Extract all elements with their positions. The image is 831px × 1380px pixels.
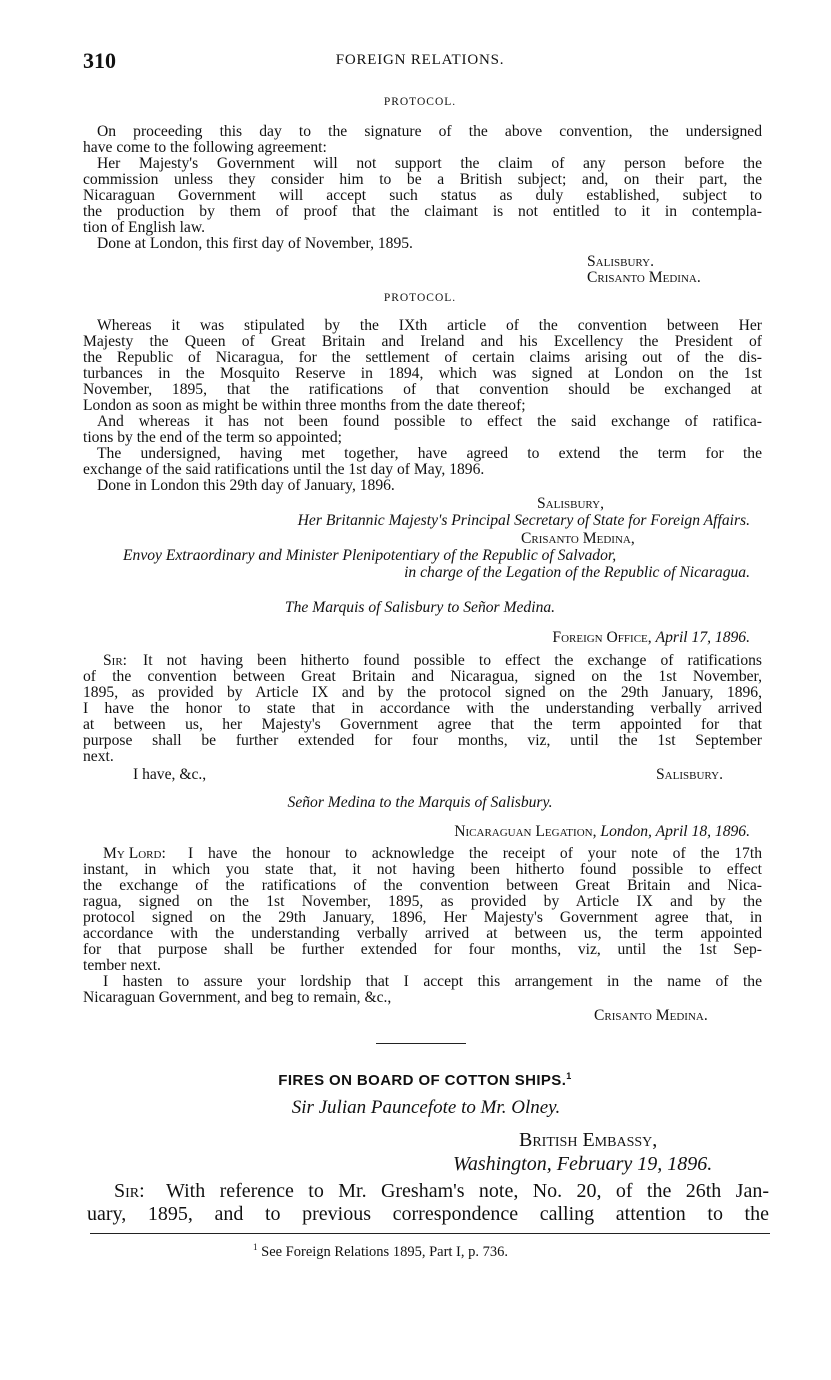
paragraph-line: next.: [83, 748, 114, 765]
paragraph-line: And whereas it has not been found possible to effect the said exchange of ratifica-: [97, 413, 762, 430]
paragraph-line: commission unless they consider him to be a British subject; and, on their part, the: [83, 171, 762, 188]
salutation: Sir:: [114, 1180, 145, 1202]
paragraph-line: The undersigned, having met together, have agreed to extend the term for the: [97, 445, 762, 462]
paragraph-line: 1895, as provided by Article IX and by the protocol signed on the 29th January, 1896,: [83, 684, 762, 701]
salutation: Sir:: [103, 652, 128, 669]
paragraph-line: purpose shall be further extended for four months, viz, until the 1st September: [83, 732, 762, 749]
signature: Salisbury.: [656, 766, 723, 783]
signatory-title: Envoy Extraordinary and Minister Plenipotentiary of the Republic of Salvador,: [123, 547, 617, 564]
letter-place: British Embassy,: [519, 1129, 658, 1151]
paragraph-line: have come to the following agreement:: [83, 139, 327, 156]
page-number: 310: [83, 48, 116, 73]
paragraph-line: turbances in the Mosquito Reserve in 1894, which was signed at London on the 1st: [83, 365, 762, 382]
closing: I have, &c.,: [133, 766, 207, 783]
protocol-label: PROTOCOL.: [383, 96, 457, 108]
paragraph-line: the production by them of proof that the claimant is not entitled to it in contempla-: [83, 203, 762, 220]
section-divider: [376, 1043, 466, 1044]
letter-date: April 17, 1896.: [655, 629, 750, 646]
signatory-title: in charge of the Legation of the Republic of Nicaragua.: [404, 564, 750, 581]
letter-place: Foreign Office,: [552, 629, 652, 646]
letter-place: Nicaraguan Legation,: [454, 823, 597, 840]
paragraph-line: Done at London, this first day of November, 1895.: [97, 235, 413, 252]
paragraph-line: I hasten to assure your lordship that I accept this arrangement in the name of the: [103, 973, 762, 990]
letter-dateline: [300, 824, 750, 840]
paragraph-line: tion of English law.: [83, 219, 205, 236]
paragraph-line: the exchange of the ratifications of the convention between Great Britain and Nica-: [83, 877, 762, 894]
signature: Crisanto Medina.: [594, 1007, 708, 1024]
letter-date: London, April 18, 1896.: [600, 823, 750, 840]
paragraph-line: for that purpose shall be further extended for four months, viz, until the 1st Sep-: [83, 941, 762, 958]
paragraph-line: Nicaraguan Government, and beg to remain, &c.,: [83, 989, 392, 1006]
footnote-rule: [90, 1233, 770, 1234]
section-title: [0, 1071, 831, 1089]
paragraph-line: at between us, her Majesty's Government agree that the term appointed for that: [83, 716, 762, 733]
paragraph-line: London as soon as might be within three months from the date thereof;: [83, 397, 526, 414]
signature: Crisanto Medina,: [521, 530, 635, 547]
footnote-marker: 1: [253, 1242, 258, 1252]
paragraph-line: Whereas it was stipulated by the IXth article of the convention between Her: [97, 317, 762, 334]
letter-heading: Sir Julian Pauncefote to Mr. Olney.: [291, 1097, 561, 1118]
footnote-text: See Foreign Relations 1895, Part I, p. 736.: [261, 1243, 509, 1260]
paragraph-line: It not having been hitherto found possible to effect the exchange of ratifications: [143, 652, 762, 669]
paragraph-line: Nicaraguan Government will accept such status as duly established, subject to: [83, 187, 762, 204]
paragraph-line: protocol signed on the 29th January, 1896, Her Majesty's Government agree that, in: [83, 909, 762, 926]
paragraph-line: tember next.: [83, 957, 161, 974]
paragraph-line: Done in London this 29th day of January, 1896.: [97, 477, 395, 494]
paragraph-line: tions by the end of the term so appointed;: [83, 429, 342, 446]
section-title-text: FIRES ON BOARD OF COTTON SHIPS.: [278, 1072, 567, 1089]
signature: Salisbury.: [587, 253, 654, 270]
paragraph-line: the Republic of Nicaragua, for the settlement of certain claims arising out of the dis-: [83, 349, 762, 366]
paragraph-line: of the convention between Great Britain and Nicaragua, signed on the 1st November,: [83, 668, 762, 685]
paragraph-line: uary, 1895, and to previous correspondence calling attention to the: [87, 1203, 769, 1225]
paragraph-line: On proceeding this day to the signature of the above convention, the undersigned: [97, 123, 762, 140]
running-head: FOREIGN RELATIONS.: [335, 52, 505, 68]
letter-dateline: [300, 630, 750, 646]
paragraph-line: I have the honor to state that in accordance with the understanding verbally arrived: [83, 700, 762, 717]
paragraph-line: exchange of the said ratifications until the 1st day of May, 1896.: [83, 461, 485, 478]
footnote-reference: 1: [566, 1071, 572, 1081]
letter-date: Washington, February 19, 1896.: [453, 1153, 713, 1175]
paragraph-line: With reference to Mr. Gresham's note, No. 20, of the 26th Jan-: [166, 1180, 769, 1202]
paragraph-line: ragua, signed on the 1st November, 1895, as provided by Article IX and by the: [83, 893, 762, 910]
signatory-title: Her Britannic Majesty's Principal Secretary of State for Foreign Affairs.: [297, 512, 750, 529]
salutation: My Lord:: [103, 845, 166, 862]
letter-heading: The Marquis of Salisbury to Señor Medina.: [284, 599, 556, 616]
paragraph-line: November, 1895, that the ratifications of that convention should be exchanged at: [83, 381, 762, 398]
paragraph-line: Majesty the Queen of Great Britain and Ireland and his Excellency the President of: [83, 333, 762, 350]
signature: Salisbury,: [537, 495, 604, 512]
paragraph-line: instant, in which you state that, it not having been hitherto found possible to effect: [83, 861, 762, 878]
paragraph-line: Her Majesty's Government will not support the claim of any person before the: [97, 155, 762, 172]
protocol-label: PROTOCOL.: [383, 292, 457, 304]
footnote: [253, 1240, 508, 1261]
letter-heading: Señor Medina to the Marquis of Salisbury.: [287, 794, 553, 811]
paragraph-line: accordance with the understanding verbally arrived at between us, the term appointed: [83, 925, 762, 942]
paragraph-line: I have the honour to acknowledge the receipt of your note of the 17th: [188, 845, 762, 862]
signature: Crisanto Medina.: [587, 269, 701, 286]
